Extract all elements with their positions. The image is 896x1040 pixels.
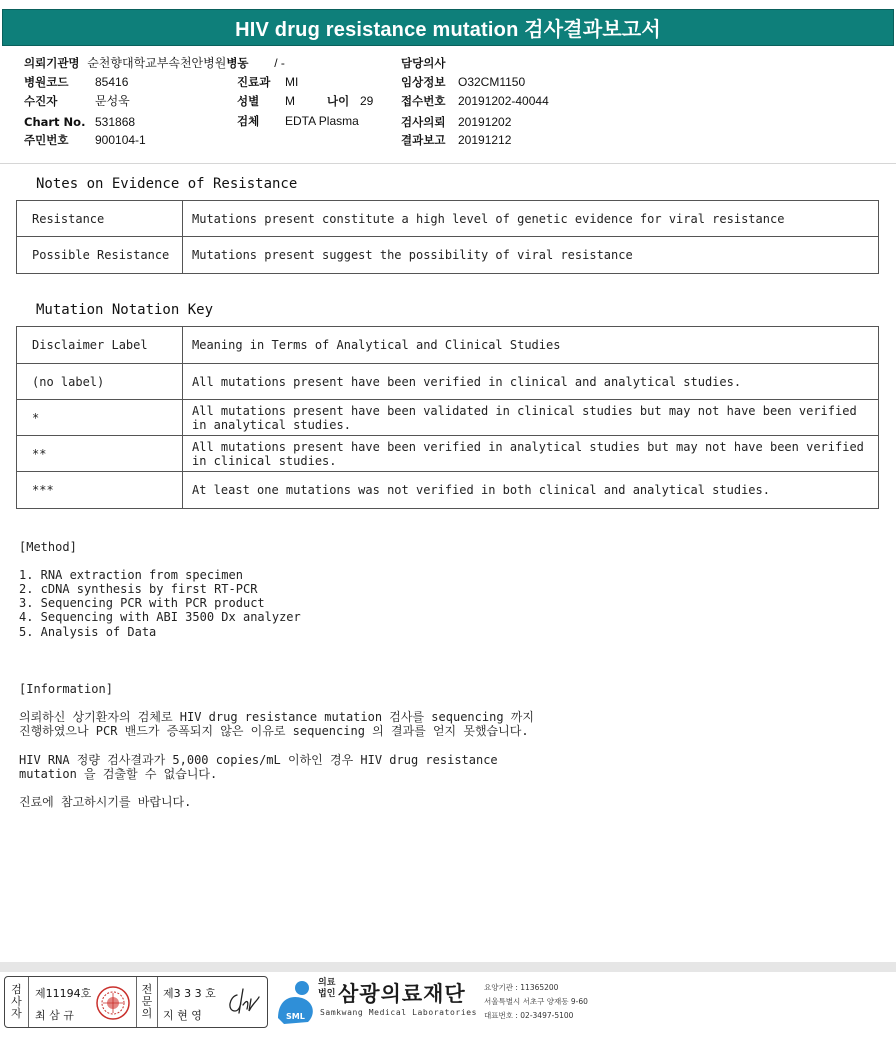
mutation-key-title: Mutation Notation Key	[36, 302, 214, 318]
org-name-english: Samkwang Medical Laboratories	[320, 1008, 478, 1017]
signature-box	[4, 976, 268, 1028]
specimen-value: EDTA Plasma	[285, 114, 359, 128]
footer-band	[0, 962, 896, 972]
notes-title: Notes on Evidence of Resistance	[36, 176, 298, 192]
receipt-label: 접수번호	[401, 94, 446, 108]
notes-text: Mutations present suggest the possibility of viral resistance	[183, 237, 879, 274]
key-text: Meaning in Terms of Analytical and Clinical Studies	[183, 327, 879, 364]
patient-value: 문성욱	[95, 94, 130, 108]
table-row	[17, 400, 879, 436]
key-label: *	[17, 400, 183, 436]
specimen-label: 검체	[237, 114, 260, 128]
notes-label: Resistance	[17, 201, 183, 237]
information-text: mutation 을 검출할 수 없습니다.	[19, 767, 218, 781]
key-label: (no label)	[17, 364, 183, 400]
key-text: All mutations present have been validated in clinical studies but may not have been verified in analytical studies.	[183, 400, 879, 436]
clinical-info-label: 임상정보	[401, 75, 446, 89]
org-name: 삼광의료재단	[338, 982, 466, 1006]
chart-label: Chart No.	[24, 115, 86, 129]
clinical-info-value: O32CM1150	[458, 75, 526, 89]
org-code: 요양기관 : 11365200	[484, 983, 559, 992]
notes-table	[16, 200, 879, 274]
specialist-vertical-label: 전 문 의	[136, 977, 158, 1027]
key-text: All mutations present have been verified in analytical studies but may not have been verified in clinical studies.	[183, 436, 879, 472]
table-row	[17, 472, 879, 509]
request-label: 검사의뢰	[401, 115, 446, 129]
result-value: 20191212	[458, 133, 512, 147]
resident-value: 900104-1	[95, 133, 146, 147]
sex-value: M	[285, 94, 295, 108]
method-step: 3. Sequencing PCR with PCR product	[19, 596, 265, 610]
official-seal-icon	[95, 985, 131, 1021]
examiner-name: 최 삼 규	[35, 1009, 74, 1022]
information-heading: [Information]	[19, 682, 113, 696]
sex-label: 성별	[237, 94, 260, 108]
information-text: HIV RNA 정량 검사결과가 5,000 copies/mL 이하인 경우 HIV drug resistance	[19, 753, 498, 767]
org-phone: 대표번호 : 02-3497-5100	[484, 1011, 574, 1020]
method-step: 5. Analysis of Data	[19, 625, 157, 639]
key-label: Disclaimer Label	[17, 327, 183, 364]
key-text: All mutations present have been verified in clinical and analytical studies.	[183, 364, 879, 400]
table-row	[17, 327, 879, 364]
ward-label: 병동	[226, 56, 249, 70]
method-step: 2. cDNA synthesis by first RT-PCR	[19, 582, 258, 596]
table-row	[17, 364, 879, 400]
notes-label: Possible Resistance	[17, 237, 183, 274]
method-step: 4. Sequencing with ABI 3500 Dx analyzer	[19, 610, 301, 624]
notes-text: Mutations present constitute a high level of genetic evidence for viral resistance	[183, 201, 879, 237]
receipt-value: 20191202-40044	[458, 94, 549, 108]
resident-label: 주민번호	[24, 133, 69, 147]
hospital-code-label: 병원코드	[24, 75, 69, 89]
examiner-license: 제11194호	[35, 987, 92, 1000]
org-address: 서울특별시 서초구 양재동 9-60	[484, 997, 588, 1006]
patient-label: 수진자	[24, 94, 58, 108]
institution-field	[24, 56, 285, 70]
age-value: 29	[360, 94, 374, 108]
specialist-name: 지 현 영	[163, 1009, 202, 1022]
table-row	[17, 201, 879, 237]
method-heading: [Method]	[19, 540, 77, 554]
header-divider	[0, 163, 896, 164]
organization-logo	[272, 976, 612, 1028]
method-step: 1. RNA extraction from specimen	[19, 568, 243, 582]
age-label: 나이	[327, 94, 350, 108]
org-prefix: 의료 법인	[318, 978, 336, 999]
table-row	[17, 237, 879, 274]
key-text: At least one mutations was not verified in both clinical and analytical studies.	[183, 472, 879, 509]
chart-value: 531868	[95, 115, 136, 129]
institution-label: 의뢰기관명	[24, 56, 80, 70]
institution-value: 순천향대학교부속천안병원	[87, 56, 227, 70]
key-label: ***	[17, 472, 183, 509]
information-text: 진료에 참고하시기를 바랍니다.	[19, 795, 192, 809]
sml-logo-icon	[272, 978, 320, 1026]
patient-header	[0, 46, 896, 164]
signature-icon	[223, 985, 263, 1021]
physician-label: 담당의사	[401, 56, 446, 70]
hospital-code-field	[24, 75, 68, 89]
information-text: 의뢰하신 상기환자의 검체로 HIV drug resistance mutation 검사를 sequencing 까지	[19, 710, 534, 724]
report-title: HIV drug resistance mutation 검사결과보고서	[2, 9, 894, 46]
key-label: **	[17, 436, 183, 472]
department-label: 진료과	[237, 75, 271, 89]
examiner-vertical-label: 검 사 자	[5, 977, 29, 1027]
specialist-license: 제3 3 3 호	[163, 987, 216, 1000]
result-label: 결과보고	[401, 133, 446, 147]
department-value: MI	[285, 75, 299, 89]
ward-value: / -	[274, 56, 285, 70]
information-text: 진행하였으나 PCR 밴드가 증폭되지 않은 이유로 sequencing 의 결과를 얻지 못했습니다.	[19, 724, 529, 738]
mutation-key-table	[16, 326, 879, 509]
sml-logo-text: SML	[286, 1012, 305, 1021]
hospital-code-value: 85416	[95, 75, 129, 89]
request-value: 20191202	[458, 115, 512, 129]
table-row	[17, 436, 879, 472]
